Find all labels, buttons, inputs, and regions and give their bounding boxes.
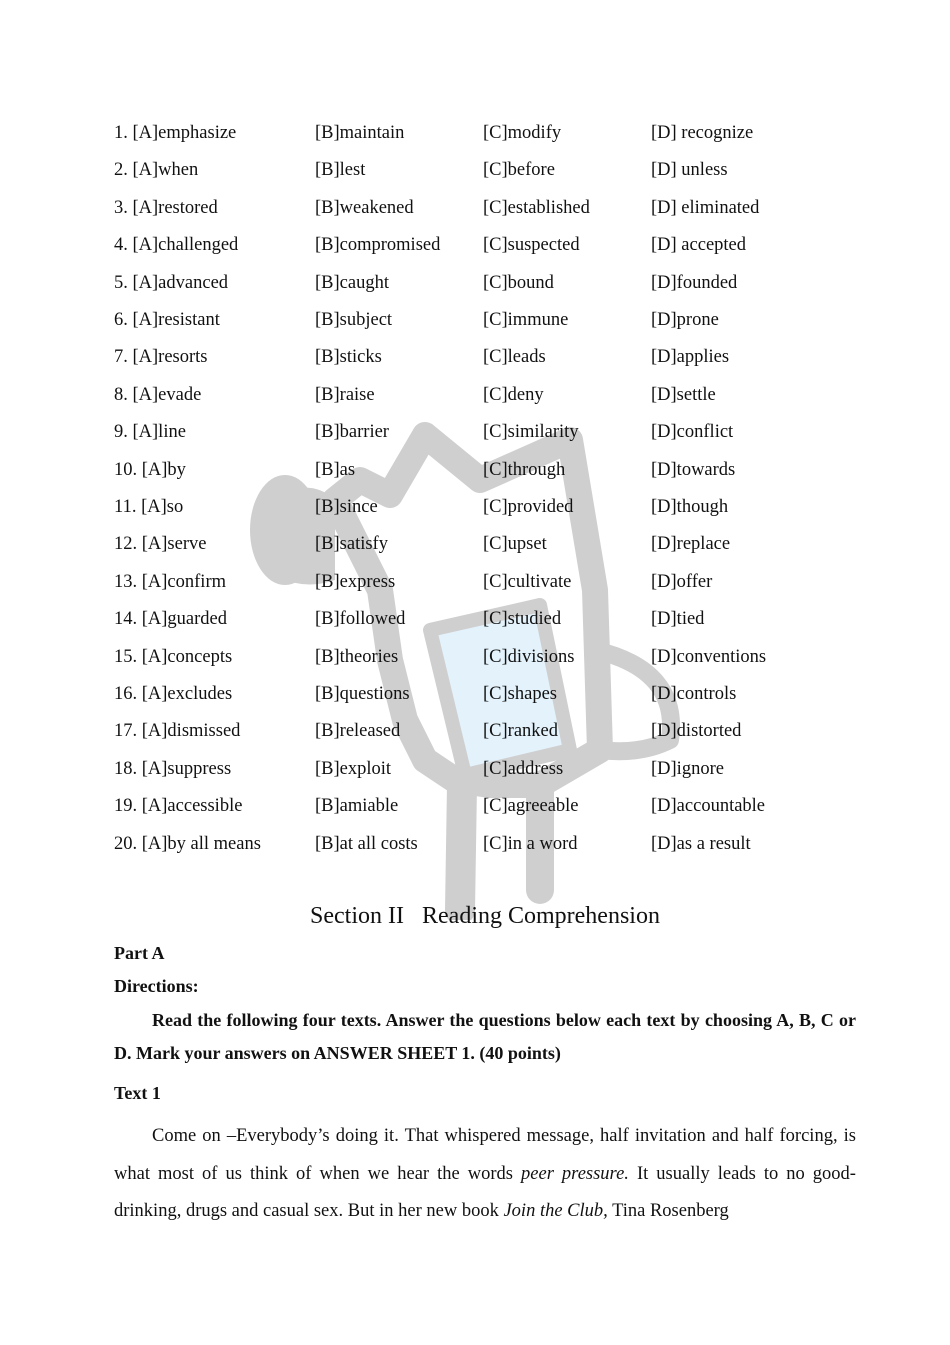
option-a [114, 492, 183, 522]
option-a [114, 305, 220, 335]
option-b: [B]caught [315, 272, 389, 293]
option-b: [B]theories [315, 646, 399, 667]
question-number: 9. [114, 422, 128, 443]
option-d: [D]prone [651, 310, 719, 330]
question-row [0, 455, 950, 485]
question-number: 19. [114, 796, 138, 817]
option-b: [B]questions [315, 684, 410, 704]
option-d: [D] unless [651, 160, 728, 181]
question-row [0, 268, 950, 298]
question-number: 6. [114, 310, 128, 330]
option-d: [D] eliminated [651, 197, 760, 218]
option-b: [B]raise [315, 384, 375, 405]
option-c: [C]cultivate [483, 571, 572, 592]
option-a-text: [A]restored [132, 197, 218, 218]
option-a [114, 193, 218, 223]
option-d: [D]replace [651, 534, 731, 555]
option-b: [B]weakened [315, 197, 414, 218]
question-row [0, 118, 950, 148]
option-a [114, 455, 186, 485]
option-b: [B]since [315, 497, 378, 517]
question-row [0, 492, 950, 522]
question-number: 16. [114, 684, 138, 704]
option-d: [D] accepted [651, 235, 747, 256]
option-a [114, 791, 242, 821]
option-c: [C]address [483, 758, 564, 779]
question-number: 14. [114, 609, 138, 630]
question-row [0, 642, 950, 672]
option-a [114, 268, 228, 298]
question-row [0, 342, 950, 372]
option-c: [C]upset [483, 534, 547, 555]
passage-italic-term: peer pressure. [521, 1163, 629, 1184]
option-a [114, 529, 206, 559]
option-a-text: [A]so [141, 497, 184, 517]
section-title: Section II Reading Comprehension [310, 903, 660, 929]
option-c: [C]deny [483, 384, 544, 405]
option-b: [B]barrier [315, 422, 389, 443]
question-row [0, 193, 950, 223]
option-b: [B]followed [315, 609, 406, 630]
option-c: [C]studied [483, 609, 562, 630]
passage-paragraph [114, 1118, 856, 1231]
option-c: [C]bound [483, 272, 554, 293]
question-row [0, 679, 950, 709]
option-a [114, 380, 201, 410]
question-row [0, 567, 950, 597]
option-c: [C]immune [483, 310, 569, 330]
option-a-text: [A]serve [141, 534, 207, 555]
option-a-text: [A]line [132, 422, 186, 443]
option-c: [C]shapes [483, 684, 557, 704]
question-number: 3. [114, 197, 128, 218]
question-row [0, 155, 950, 185]
option-d: [D]conflict [651, 422, 734, 443]
question-number: 10. [114, 459, 138, 480]
option-a [114, 155, 198, 185]
question-row [0, 529, 950, 559]
option-b: [B]sticks [315, 347, 382, 368]
option-d: [D]tied [651, 609, 705, 630]
option-a-text: [A]accessible [141, 796, 243, 817]
question-number: 7. [114, 347, 128, 368]
option-a-text: [A]excludes [141, 684, 233, 704]
option-a-text: [A]by all means [141, 833, 261, 854]
question-row [0, 417, 950, 447]
option-a [114, 417, 186, 447]
option-d: [D]though [651, 497, 729, 517]
option-c: [C]through [483, 459, 566, 480]
part-label: Part A [114, 943, 165, 963]
option-b: [B]lest [315, 160, 366, 181]
option-c: [C]before [483, 160, 555, 181]
option-b: [B]compromised [315, 235, 441, 256]
option-a [114, 829, 261, 859]
option-d: [D]distorted [651, 721, 742, 742]
passage-text: Tina Rosenberg [607, 1201, 729, 1221]
option-c: [C]ranked [483, 721, 558, 742]
option-d: [D]settle [651, 384, 716, 405]
question-row [0, 754, 950, 784]
option-c: [C]provided [483, 497, 574, 517]
option-a-text: [A]confirm [141, 571, 226, 592]
option-c: [C]established [483, 197, 590, 218]
question-number: 12. [114, 534, 138, 555]
passage-text: Come on –Everybody’s doing it. That whispered message, half invitation and half forcing, is what most of us think of when we hear the words [114, 1126, 856, 1184]
directions-text: Read the following four texts. Answer the questions below each text by choosing A, B, C or D. Mark your answers on ANSWER SHEET 1. (40 points) [114, 1010, 856, 1063]
option-d: [D]founded [651, 272, 738, 293]
option-b: [B]amiable [315, 796, 399, 817]
option-a-text: [A]advanced [132, 272, 229, 293]
option-b: [B]maintain [315, 123, 405, 143]
option-b: [B]satisfy [315, 534, 388, 555]
option-d: [D]as a result [651, 833, 751, 854]
option-a [114, 679, 232, 709]
passage-book-title: Join the Club, [503, 1201, 608, 1221]
option-d: [D]towards [651, 459, 736, 480]
option-d: [D] recognize [651, 123, 754, 143]
question-number: 18. [114, 758, 138, 779]
option-a-text: [A]evade [132, 384, 202, 405]
option-a [114, 642, 232, 672]
option-b: [B]express [315, 571, 396, 592]
option-a [114, 230, 238, 260]
option-a-text: [A]dismissed [141, 721, 241, 742]
option-b: [B]at all costs [315, 833, 418, 854]
option-b: [B]subject [315, 310, 393, 330]
option-a-text: [A]concepts [141, 646, 233, 667]
option-a-text: [A]by [141, 459, 186, 480]
question-row [0, 305, 950, 335]
question-row [0, 380, 950, 410]
option-c: [C]similarity [483, 422, 579, 443]
question-row [0, 230, 950, 260]
option-c: [C]in a word [483, 833, 578, 854]
option-d: [D]offer [651, 571, 713, 592]
option-a-text: [A]when [132, 160, 199, 181]
question-number: 8. [114, 384, 128, 405]
option-d: [D]conventions [651, 646, 767, 667]
option-d: [D]applies [651, 347, 730, 368]
option-c: [C]suspected [483, 235, 580, 256]
passage-text: It usually leads to no good-drinking, drugs and casual sex. But in her new book [114, 1163, 856, 1221]
option-c: [C]agreeable [483, 796, 579, 817]
option-a [114, 754, 231, 784]
question-number: 20. [114, 833, 138, 854]
option-d: [D]controls [651, 684, 737, 704]
question-row [0, 604, 950, 634]
question-row [0, 791, 950, 821]
question-number: 1. [114, 123, 128, 143]
question-number: 13. [114, 571, 138, 592]
option-a [114, 342, 208, 372]
option-b: [B]released [315, 721, 401, 742]
question-row [0, 716, 950, 746]
option-a [114, 567, 226, 597]
option-a-text: [A]resistant [132, 310, 220, 330]
text-label: Text 1 [114, 1083, 161, 1103]
question-number: 4. [114, 235, 128, 256]
option-a-text: [A]guarded [141, 609, 228, 630]
option-b: [B]as [315, 459, 356, 480]
option-a-text: [A]emphasize [132, 123, 237, 143]
question-number: 2. [114, 160, 128, 181]
question-number: 11. [114, 497, 137, 517]
option-d: [D]ignore [651, 758, 724, 779]
question-row [0, 829, 950, 859]
option-c: [C]modify [483, 123, 562, 143]
option-a-text: [A]suppress [141, 758, 232, 779]
option-a-text: [A]resorts [132, 347, 208, 368]
option-a [114, 604, 227, 634]
option-d: [D]accountable [651, 796, 766, 817]
question-number: 15. [114, 646, 138, 667]
question-number: 17. [114, 721, 138, 742]
option-a [114, 118, 236, 148]
directions-label: Directions: [114, 976, 199, 996]
option-a [114, 716, 240, 746]
option-c: [C]divisions [483, 646, 575, 667]
question-number: 5. [114, 272, 128, 293]
option-a-text: [A]challenged [132, 235, 239, 256]
option-b: [B]exploit [315, 758, 392, 779]
option-c: [C]leads [483, 347, 546, 368]
